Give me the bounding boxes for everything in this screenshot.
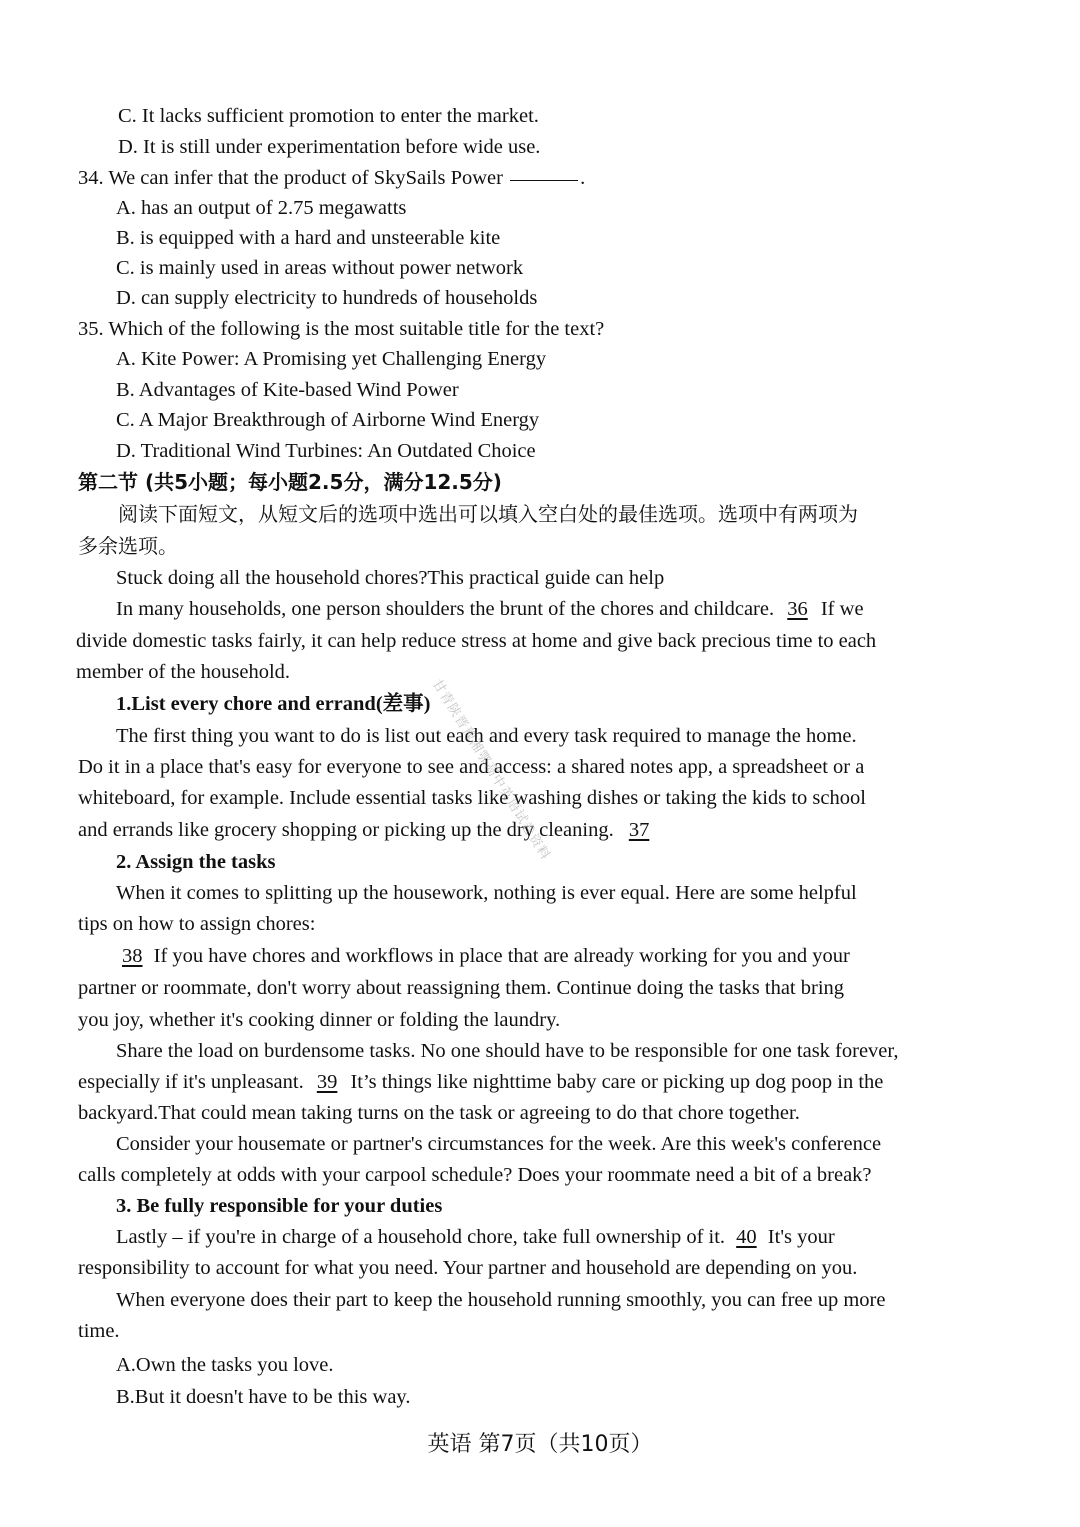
passage-p7-line2: responsibility to account for what you need. Your partner and household are depending on you. <box>78 1257 858 1279</box>
blank-39: 39 <box>316 1071 338 1093</box>
p5-text-a: especially if it's unpleasant. <box>78 1071 304 1093</box>
passage-p4-line2: partner or roommate, don't worry about reassigning them. Continue doing the tasks that bring <box>78 977 845 999</box>
q34-answer-blank <box>510 179 578 181</box>
q33-option-c: C. It lacks sufficient promotion to enter the market. <box>118 105 539 127</box>
passage-p2-line3: whiteboard, for example. Include essential tasks like washing dishes or taking the kids to school <box>78 787 866 809</box>
passage-p6-line1: Consider your housemate or partner's circumstances for the week. Are this week's conference <box>116 1133 882 1155</box>
p4-text: If you have chores and workflows in place that are already working for you and your <box>153 945 850 967</box>
watermark-stamp: 甘青陕晋豫湘鄂高中英语试卷资料 <box>428 677 553 864</box>
passage-p8-line2: time. <box>78 1320 120 1342</box>
passage-p1-line1 <box>116 594 864 624</box>
passage-p1-line2: divide domestic tasks fairly, it can help reduce stress at home and give back precious time to each <box>76 630 877 652</box>
q34-stem-text: 34. We can infer that the product of SkySails Power <box>78 167 503 189</box>
blank-36: 36 <box>787 598 808 620</box>
passage-p2-line2: Do it in a place that's easy for everyone to see and access: a shared notes app, a spreadsheet or a <box>78 756 865 778</box>
q35-option-a: A. Kite Power: A Promising yet Challenging Energy <box>116 348 547 370</box>
q35-stem: 35. Which of the following is the most suitable title for the text? <box>78 318 605 340</box>
page-footer: 英语 第7页（共10页） <box>427 1432 653 1457</box>
blank-38: 38 <box>122 945 143 967</box>
q35-option-d: D. Traditional Wind Turbines: An Outdated Choice <box>116 440 536 462</box>
q34-stem <box>78 163 585 193</box>
passage-p2-line4 <box>78 815 659 845</box>
heading-assign-tasks: 2. Assign the tasks <box>116 851 276 873</box>
passage-p5-line3: backyard.That could mean taking turns on the task or agreeing to do that chore together. <box>78 1102 800 1124</box>
passage-title: Stuck doing all the household chores?This practical guide can help <box>116 567 665 589</box>
q34-option-b: B. is equipped with a hard and unsteerable kite <box>116 227 501 249</box>
passage-p8-line1: When everyone does their part to keep the household running smoothly, you can free up more <box>116 1289 886 1311</box>
passage-p2-line1: The first thing you want to do is list out each and every task required to manage the home. <box>116 725 857 747</box>
q34-option-d: D. can supply electricity to hundreds of households <box>116 287 538 309</box>
passage-p1-line3: member of the household. <box>76 661 291 683</box>
p1-text-b: If we <box>820 598 864 620</box>
passage-p3-line1: When it comes to splitting up the housework, nothing is ever equal. Here are some helpful <box>116 882 857 904</box>
heading-list-chores: 1.List every chore and errand(差事) <box>116 693 431 715</box>
blank-40: 40 <box>736 1226 757 1248</box>
p1-text-a: In many households, one person shoulders the brunt of the chores and childcare. <box>116 598 775 620</box>
p7-text-b: It's your <box>767 1226 835 1248</box>
passage-p6-line2: calls completely at odds with your carpool schedule? Does your roommate need a bit of a break? <box>78 1164 872 1186</box>
q35-option-c: C. A Major Breakthrough of Airborne Wind Energy <box>116 409 540 431</box>
passage-p4-line3: you joy, whether it's cooking dinner or folding the laundry. <box>78 1009 561 1031</box>
heading-be-responsible: 3. Be fully responsible for your duties <box>116 1195 443 1217</box>
choice-option-a: A.Own the tasks you love. <box>116 1354 334 1376</box>
passage-p3-line2: tips on how to assign chores: <box>78 913 316 935</box>
p7-text-a: Lastly – if you're in charge of a household chore, take full ownership of it. <box>116 1226 726 1248</box>
q34-stem-end: . <box>580 167 586 189</box>
q35-option-b: B. Advantages of Kite-based Wind Power <box>116 379 459 401</box>
passage-p7-line1 <box>116 1222 835 1252</box>
choice-option-b: B.But it doesn't have to be this way. <box>116 1386 411 1408</box>
section2-instruction-line1: 阅读下面短文，从短文后的选项中选出可以填入空白处的最佳选项。选项中有两项为 <box>118 502 858 526</box>
q33-option-d: D. It is still under experimentation before wide use. <box>118 136 541 158</box>
passage-p5-line1: Share the load on burdensome tasks. No one should have to be responsible for one task forever, <box>116 1040 899 1062</box>
q34-option-c: C. is mainly used in areas without power network <box>116 257 524 279</box>
blank-37: 37 <box>628 819 650 841</box>
passage-p5-line2 <box>78 1067 883 1097</box>
p5-text-b: It’s things like nighttime baby care or picking up dog poop in the <box>350 1071 884 1093</box>
q34-option-a: A. has an output of 2.75 megawatts <box>116 197 407 219</box>
section2-instruction-line2: 多余选项。 <box>78 534 178 558</box>
p2-text: and errands like grocery shopping or picking up the dry cleaning. <box>78 819 614 841</box>
section2-heading: 第二节 (共5小题；每小题2.5分，满分12.5分) <box>78 470 502 494</box>
passage-p4-line1 <box>116 941 850 971</box>
